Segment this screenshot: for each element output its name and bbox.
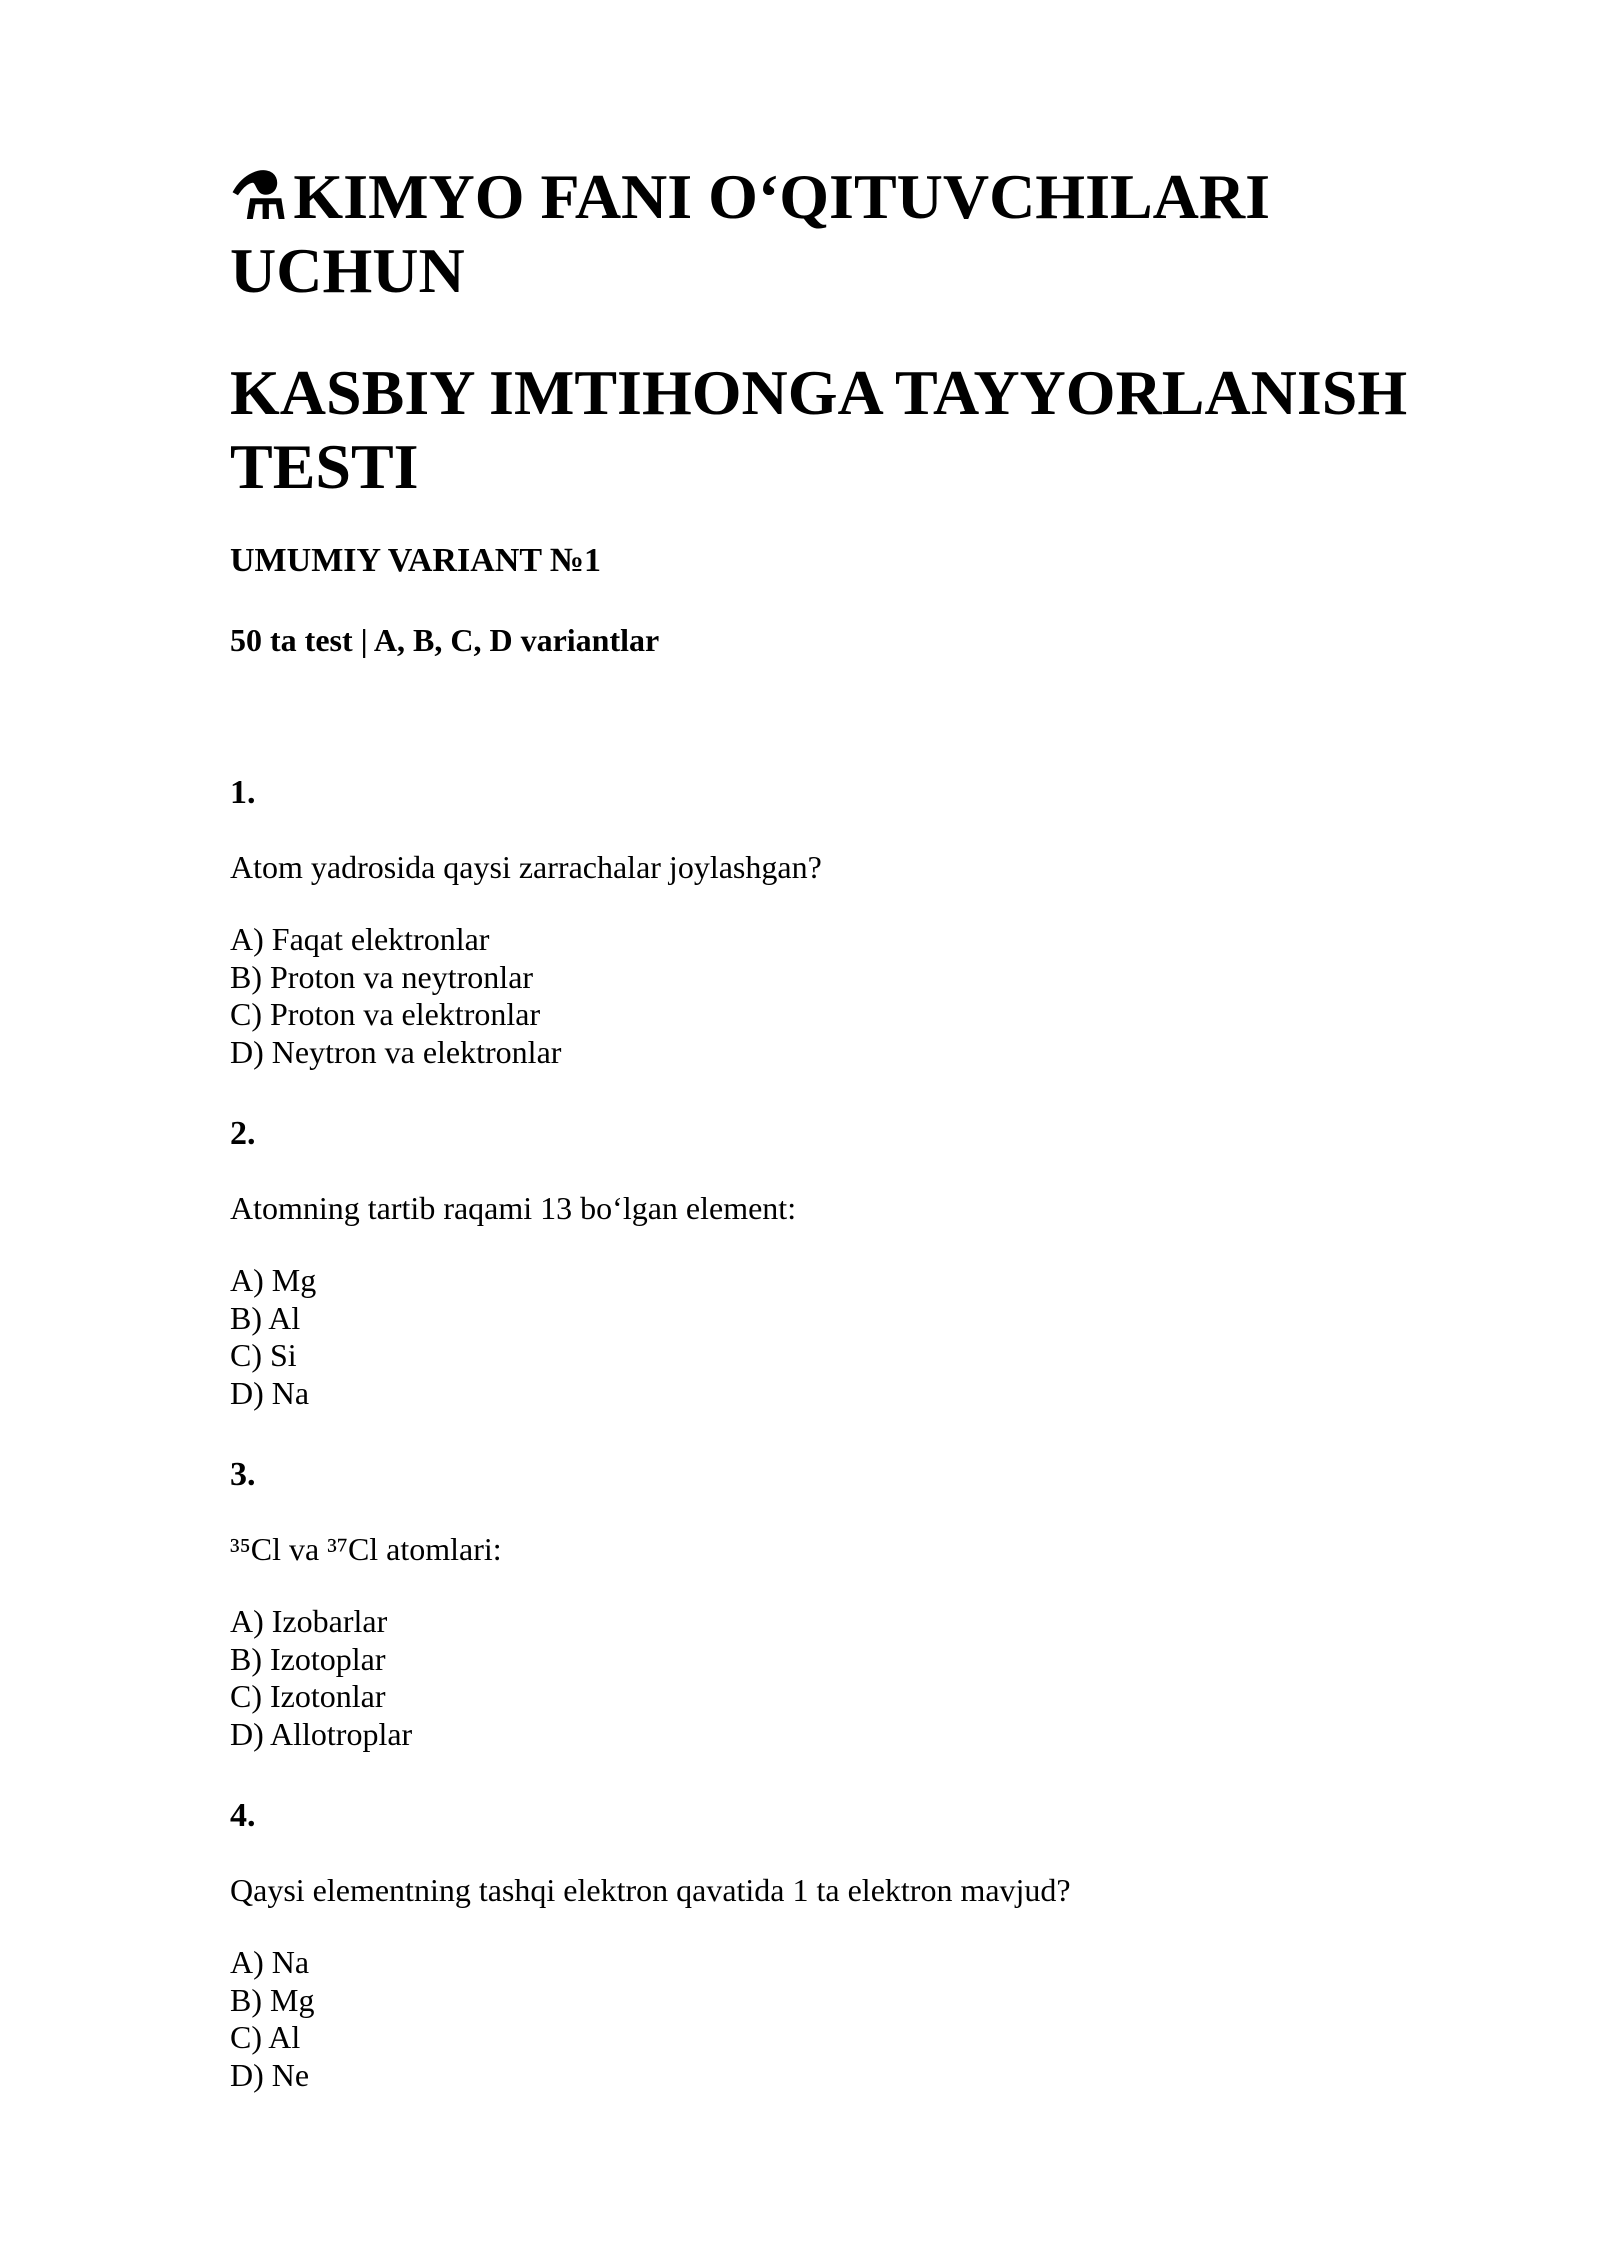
answer-options <box>230 921 1430 1071</box>
answer-option-b: B) Mg <box>230 1981 315 2018</box>
question-text: Atom yadrosida qaysi zarrachalar joylashgan? <box>230 849 822 885</box>
answer-option-d: D) Allotroplar <box>230 1715 413 1752</box>
title-line-2: KASBIY IMTIHONGA TAYYORLANISH TESTI <box>230 357 1408 502</box>
answer-option-d: D) Na <box>230 1374 310 1411</box>
answer-options <box>230 1944 1430 2094</box>
question-number: 3. <box>230 1456 256 1493</box>
answer-option-b: B) Al <box>230 1299 301 1336</box>
answer-option-a: A) Izobarlar <box>230 1603 388 1639</box>
question-block <box>230 1455 1430 1785</box>
answer-options <box>230 1603 1430 1753</box>
answer-option-c: C) Proton va elektronlar <box>230 996 541 1032</box>
question-text: Qaysi elementning tashqi elektron qavatida 1 ta elektron mavjud? <box>230 1872 1071 1908</box>
question-text: ³⁵Cl va ³⁷Cl atomlari: <box>230 1531 502 1567</box>
answer-option-a: A) Faqat elektronlar <box>230 921 490 957</box>
title-line-1-text: KIMYO FANI O‘QITUVCHILARI UCHUN <box>230 161 1270 306</box>
answer-option-c: C) Izotonlar <box>230 1678 386 1714</box>
answer-option-a: A) Mg <box>230 1262 317 1298</box>
answer-option-b: B) Izotoplar <box>230 1640 386 1677</box>
question-number: 4. <box>230 1797 256 1834</box>
question-block <box>230 1114 1430 1444</box>
question-text: Atomning tartib raqami 13 bo‘lgan element: <box>230 1190 797 1226</box>
answer-option-c: C) Si <box>230 1337 297 1373</box>
answer-options <box>230 1262 1430 1412</box>
alembic-icon: ⚗ <box>230 161 288 232</box>
answer-option-a: A) Na <box>230 1944 310 1980</box>
answer-option-d: D) Neytron va elektronlar <box>230 1033 562 1070</box>
question-number: 1. <box>230 774 256 811</box>
answer-option-c: C) Al <box>230 2019 301 2055</box>
question-block <box>230 773 1430 1103</box>
variant-heading: UMUMIY VARIANT №1 <box>230 542 602 579</box>
question-number: 2. <box>230 1115 256 1152</box>
answer-option-d: D) Ne <box>230 2056 310 2093</box>
title-line-1 <box>230 160 1430 308</box>
test-summary: 50 ta test | A, B, C, D variantlar <box>230 622 660 658</box>
answer-option-b: B) Proton va neytronlar <box>230 958 534 995</box>
question-block <box>230 1796 1430 2126</box>
